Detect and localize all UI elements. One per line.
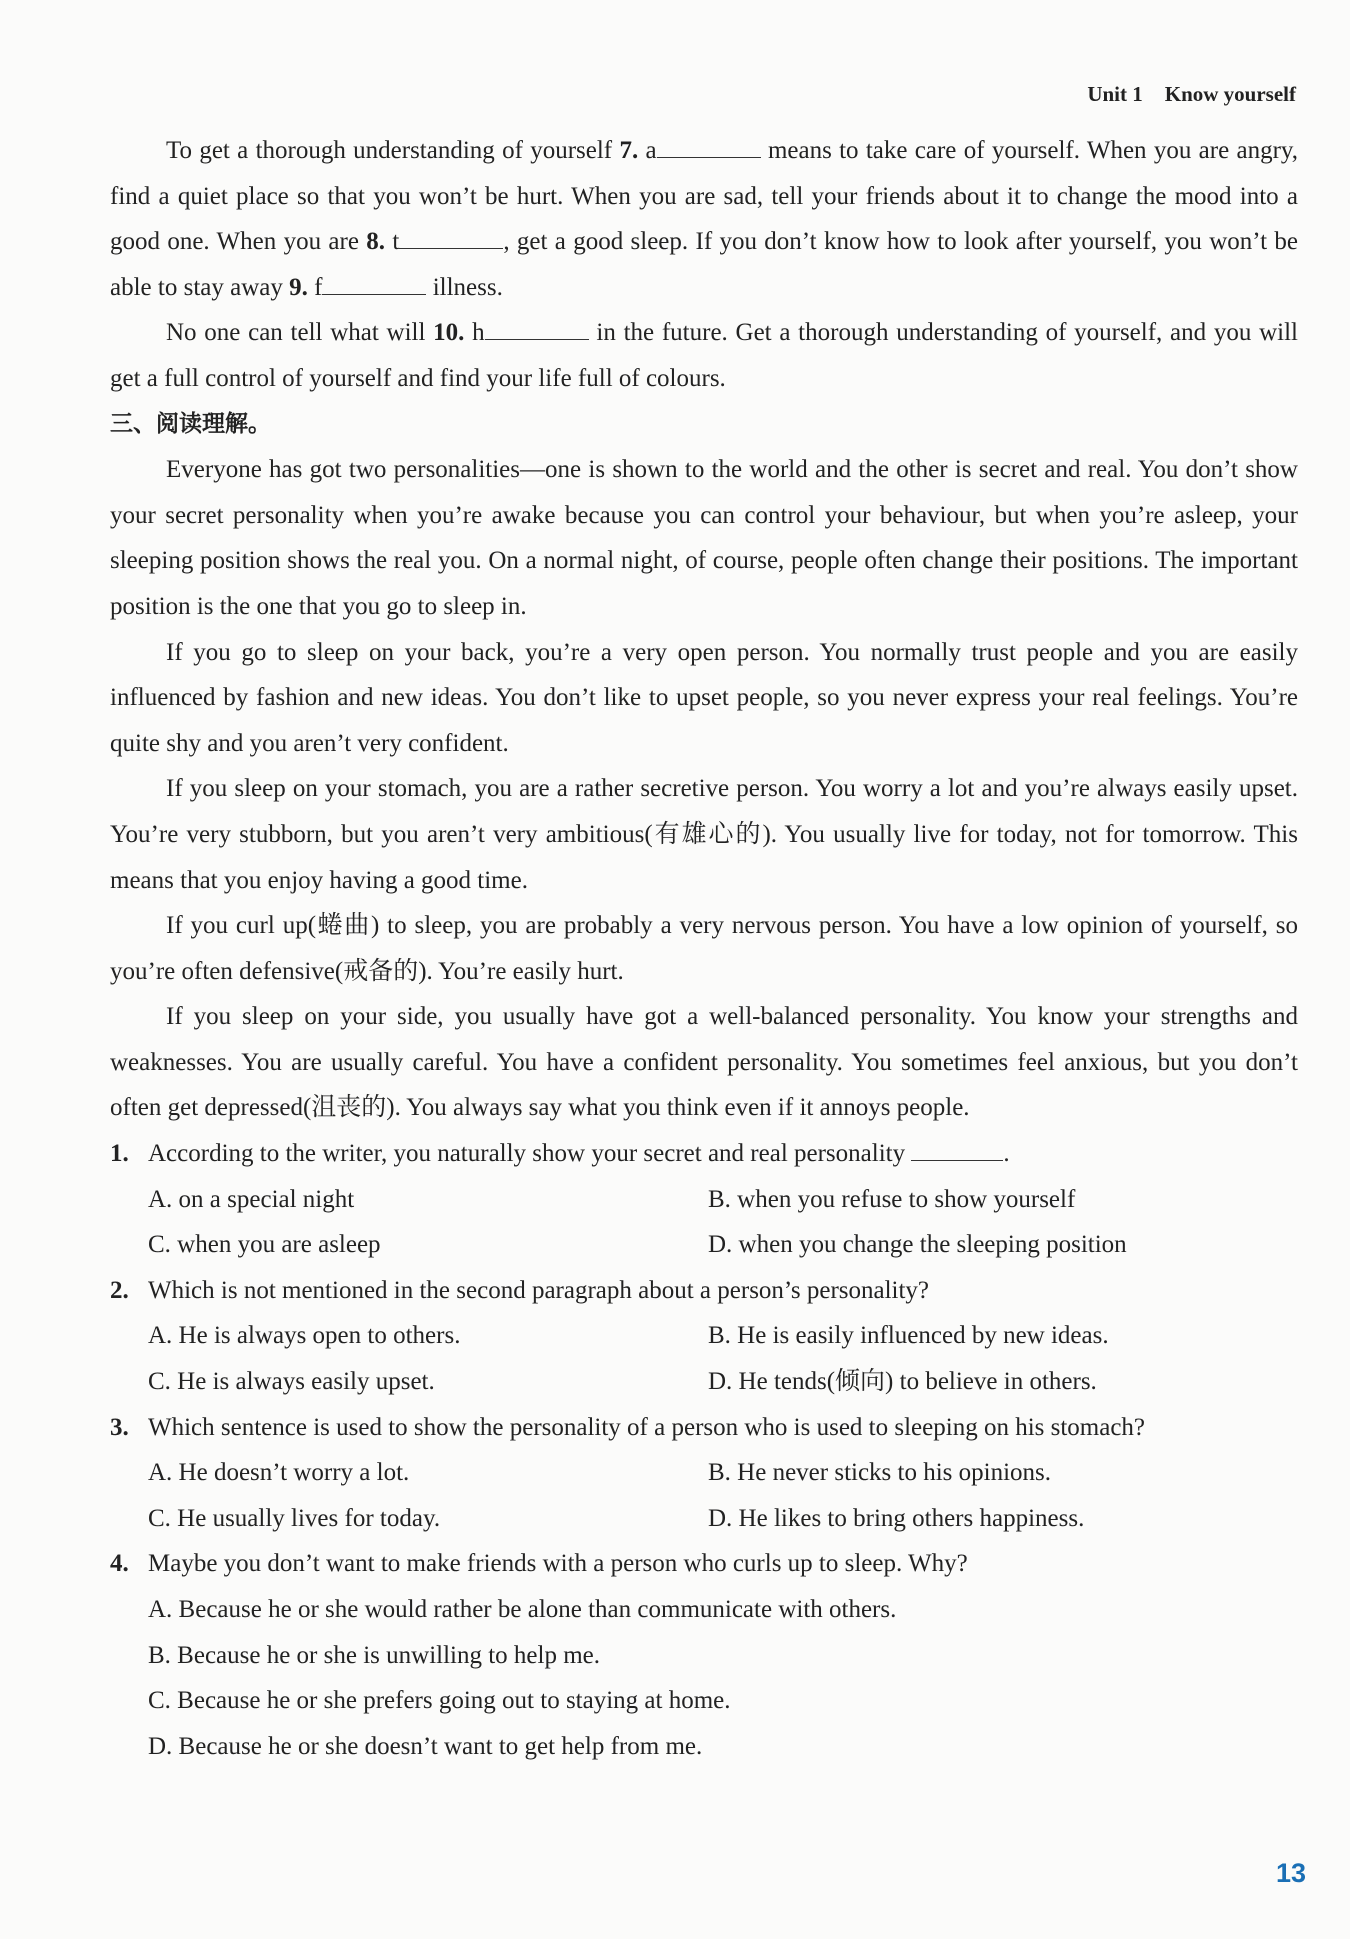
reading-paragraph: If you sleep on your stomach, you are a rather secretive person. You worry a lot and you’re always easily upset. You’re very stubborn, but you aren’t very ambitious(有雄心的). You usually live for today, not for tomorrow. This means that you enjoy having a good time. [110, 775, 1298, 894]
header-title: Know yourself [1164, 82, 1296, 106]
question-2 [110, 1268, 1298, 1405]
option-d[interactable]: D. He tends(倾向) to believe in others. [708, 1368, 1097, 1396]
option-d[interactable]: D. when you change the sleeping position [708, 1231, 1127, 1259]
question-number: 1. [110, 1140, 129, 1168]
question-3 [110, 1405, 1298, 1542]
question-1: 1. According to the writer, you naturally show your secret and real personality . A. on a special night B. when you refuse to show yourself C. when you are asleep D. when you change the sleeping position [110, 1131, 1298, 1268]
blank-number-9: 9. [289, 273, 308, 301]
blank-8[interactable] [399, 224, 503, 249]
blank-number-10: 10. [433, 319, 465, 347]
option-b[interactable]: B. Because he or she is unwilling to help me. [148, 1641, 601, 1669]
reading-paragraph: If you sleep on your side, you usually have got a well-balanced personality. You know your strengths and weaknesses. You are usually careful. You have a confident personality. You sometimes feel anxious, but you don’t often get depressed(沮丧的). You always say what you think even if it annoys people. [110, 1003, 1298, 1122]
option-b[interactable]: B. when you refuse to show yourself [708, 1185, 1076, 1213]
reading-paragraph: If you curl up(蜷曲) to sleep, you are probably a very nervous person. You have a low opinion of yourself, so you’re often defensive(戒备的). You’re easily hurt. [110, 912, 1298, 985]
option-b[interactable]: B. He never sticks to his opinions. [708, 1459, 1052, 1487]
question-number: 3. [110, 1413, 129, 1441]
option-c[interactable]: C. He usually lives for today. [148, 1504, 441, 1532]
option-c[interactable]: C. Because he or she prefers going out to staying at home. [148, 1687, 731, 1715]
option-c[interactable]: C. when you are asleep [148, 1231, 381, 1259]
reading-paragraph: If you go to sleep on your back, you’re a very open person. You normally trust people and you are easily influenced by fashion and new ideas. You don’t like to upset people, so you never express your real feelings. You’re quite shy and you aren’t very confident. [110, 638, 1298, 757]
blank-number-7: 7. [619, 137, 639, 164]
question-number: 4. [110, 1550, 129, 1578]
answer-blank[interactable] [911, 1136, 1003, 1161]
passage-paragraph-2: No one can tell what will 10. h in the future. Get a thorough understanding of yourself, and you will get a full control of yourself and find your life full of colours. [110, 310, 1298, 401]
running-header [1087, 82, 1296, 107]
option-a[interactable]: A. Because he or she would rather be alone than communicate with others. [148, 1596, 897, 1623]
blank-10[interactable] [485, 315, 589, 340]
passage-paragraph-1: To get a thorough understanding of yourself 7. a means to take care of yourself. When you are angry, find a quiet place so that you won’t be hurt. When you are sad, tell your friends about it to change the mood into a good one. When you are 8. t , get a good sleep. If you don’t know how to look after yourself, you won’t be able to stay away 9. f illness. [110, 128, 1298, 310]
option-c[interactable]: C. He is always easily upset. [148, 1368, 435, 1396]
question-4 [110, 1541, 1298, 1769]
question-number: 2. [110, 1276, 129, 1304]
question-text: Which is not mentioned in the second paragraph about a person’s personality? [148, 1276, 930, 1304]
page-number: 13 [1275, 1858, 1306, 1888]
option-a[interactable]: A. on a special night [148, 1185, 355, 1213]
page-content [110, 128, 1298, 1769]
blank-9[interactable] [322, 270, 426, 295]
header-unit: Unit 1 [1087, 82, 1143, 106]
option-d[interactable]: D. He likes to bring others happiness. [708, 1504, 1085, 1532]
reading-paragraph: Everyone has got two personalities—one is shown to the world and the other is secret and real. You don’t show your secret personality when you’re awake because you can control your behaviour, but when you’re asleep, your sleeping position shows the real you. On a normal night, of course, people often change their positions. The important position is the one that you go to sleep in. [110, 456, 1298, 620]
blank-number-8: 8. [366, 228, 386, 256]
question-text: Which sentence is used to show the personality of a person who is used to sleeping on his stomach? [148, 1413, 1146, 1441]
option-a[interactable]: A. He doesn’t worry a lot. [148, 1459, 410, 1487]
question-text: According to the writer, you naturally show your secret and real personality [148, 1140, 906, 1168]
section-title: 三、阅读理解。 [110, 410, 271, 437]
option-d[interactable]: D. Because he or she doesn’t want to get help from me. [148, 1732, 703, 1760]
blank-7[interactable] [657, 133, 761, 158]
option-b[interactable]: B. He is easily influenced by new ideas. [708, 1322, 1109, 1350]
question-text: Maybe you don’t want to make friends with a person who curls up to sleep. Why? [148, 1550, 968, 1578]
option-a[interactable]: A. He is always open to others. [148, 1322, 461, 1350]
